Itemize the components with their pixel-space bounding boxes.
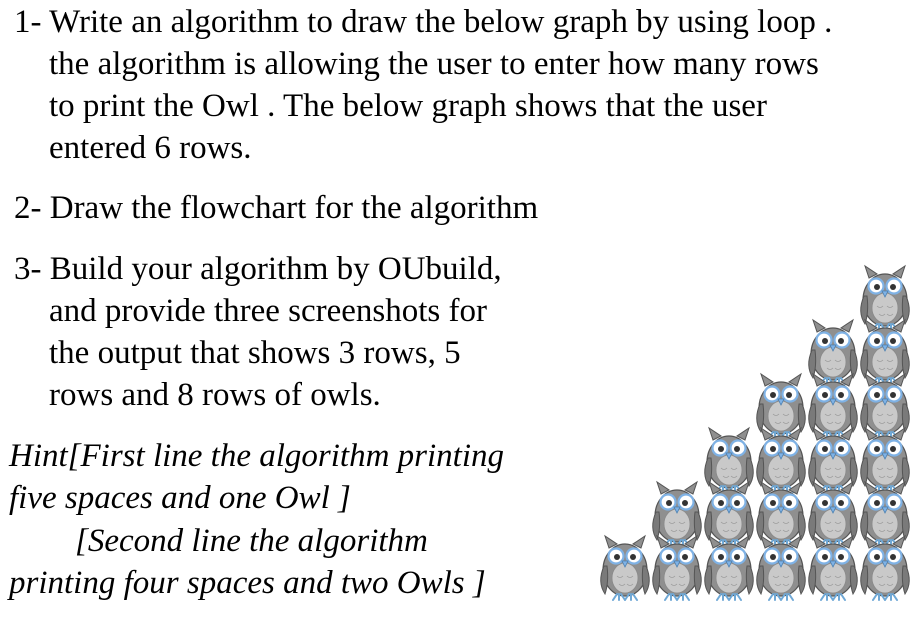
question-1-line-3: to print the Owl . The below graph shows that the user	[49, 88, 767, 124]
question-3-line-2: and provide three screenshots for	[49, 293, 488, 329]
hint-line-1: Hint[First line the algorithm printing	[9, 438, 505, 474]
question-3-line-3: the output that shows 3 rows, 5	[49, 335, 461, 371]
owl-icon	[855, 536, 915, 600]
question-1-line-2: the algorithm is allowing the user to enter how many rows	[49, 46, 819, 82]
owl-icon	[699, 536, 759, 600]
question-2-line-1: 2- Draw the flowchart for the algorithm	[14, 190, 539, 226]
owl-icon	[803, 536, 863, 600]
owl-icon	[647, 536, 707, 600]
owl-pyramid	[565, 262, 915, 643]
question-1-line-1: 1- Write an algorithm to draw the below graph by using loop .	[14, 4, 833, 40]
question-3-line-4: rows and 8 rows of owls.	[49, 377, 381, 413]
question-3-line-1: 3- Build your algorithm by OUbuild,	[14, 251, 502, 287]
hint-line-3: [Second line the algorithm	[75, 523, 428, 559]
hint-line-2: five spaces and one Owl ]	[9, 480, 351, 516]
question-1-line-4: entered 6 rows.	[49, 130, 252, 166]
owl-icon	[595, 536, 655, 600]
owl-icon	[751, 536, 811, 600]
hint-line-4: printing four spaces and two Owls ]	[9, 565, 486, 601]
